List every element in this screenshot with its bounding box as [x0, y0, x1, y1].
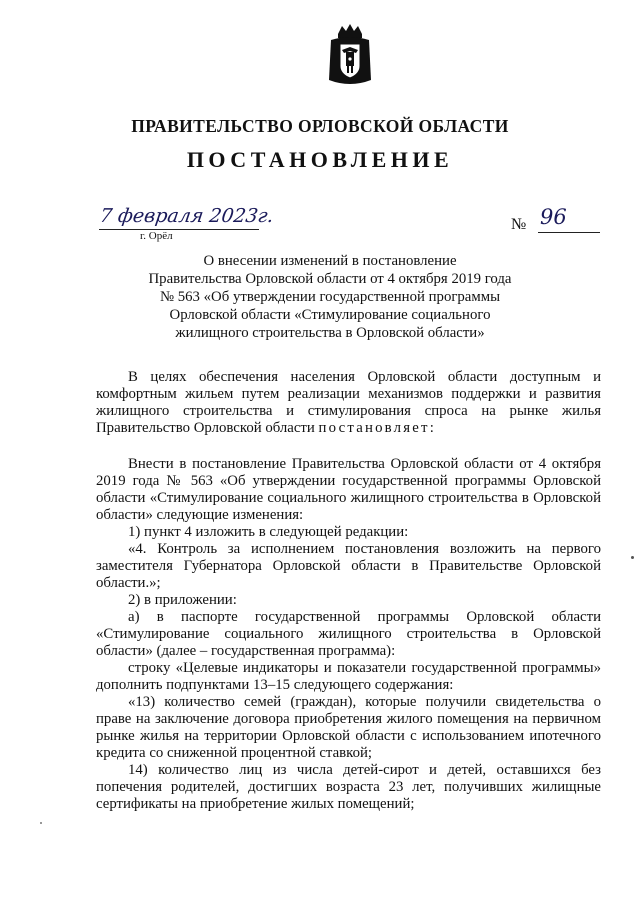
government-title: ПРАВИТЕЛЬСТВО ОРЛОВСКОЙ ОБЛАСТИ [131, 116, 509, 136]
date-underline [99, 229, 259, 230]
scan-speck [631, 556, 634, 559]
number-underline [538, 232, 600, 233]
subject-line: Орловской области «Стимулирование социального [169, 307, 491, 323]
handwritten-number: 96 [540, 205, 567, 229]
resolution-body [96, 456, 601, 813]
scan-speck [40, 822, 42, 824]
handwritten-date: 7 февраля 2023г. [98, 205, 276, 227]
body-paragraph: строку «Целевые индикаторы и показатели государственной программы» дополнить подпунктами 13–15 следующего содержания: [96, 660, 601, 693]
subject-line: Правительства Орловской области от 4 октября 2019 года [148, 271, 512, 287]
subject-line: № 563 «Об утверждении государственной программы [159, 289, 501, 305]
number-sign: № [511, 216, 527, 233]
subject-line: О внесении изменений в постановление [203, 253, 457, 269]
body-paragraph: «4. Контроль за исполнением постановления возложить на первого заместителя Губернатора Орловской области в Правительстве Орловской области.»; [96, 541, 601, 591]
preamble-text: В целях обеспечения населения Орловской области доступным и комфортным жильем путем реализации механизмов поддержки и развития жилищного строительства и стимулирования спроса на рынке жилья Правительство Орловской области [96, 369, 601, 436]
document-type: ПОСТАНОВЛЕНИЕ [186, 147, 454, 172]
body-paragraph: а) в паспорте государственной программы Орловской области «Стимулирование социального жилищного строительства в Орловской области» (далее – государственная программа): [96, 609, 601, 659]
resolution-keyword: постановляет: [318, 420, 437, 436]
body-paragraph: 14) количество лиц из числа детей-сирот и детей, оставшихся без попечения родителей, достигших возраста 23 лет, получивших жилищные сертификаты на приобретение жилых помещений; [96, 762, 601, 812]
body-paragraph: Внести в постановление Правительства Орловской области от 4 октября 2019 года № 563 «Об утверждении государственной программы Орловской области «Стимулирование социального жилищного строительства в Орловской области» следующие изменения: [96, 456, 601, 523]
subject-line: жилищного строительства в Орловской области» [175, 325, 485, 341]
document-subject [110, 252, 550, 342]
body-paragraph: 1) пункт 4 изложить в следующей редакции: [128, 524, 409, 540]
coat-of-arms-icon [325, 22, 375, 88]
city-label: г. Орёл [140, 230, 173, 242]
body-paragraph: «13) количество семей (граждан), которые получили свидетельства о праве на заключение договора приобретения жилого помещения на первичном рынке жилья на территории Орловской области с использованием ипотечного кредита со сниженной процентной ставкой; [96, 694, 601, 761]
preamble-paragraph [96, 369, 601, 437]
preamble [96, 369, 601, 437]
body-paragraph: 2) в приложении: [128, 592, 237, 608]
